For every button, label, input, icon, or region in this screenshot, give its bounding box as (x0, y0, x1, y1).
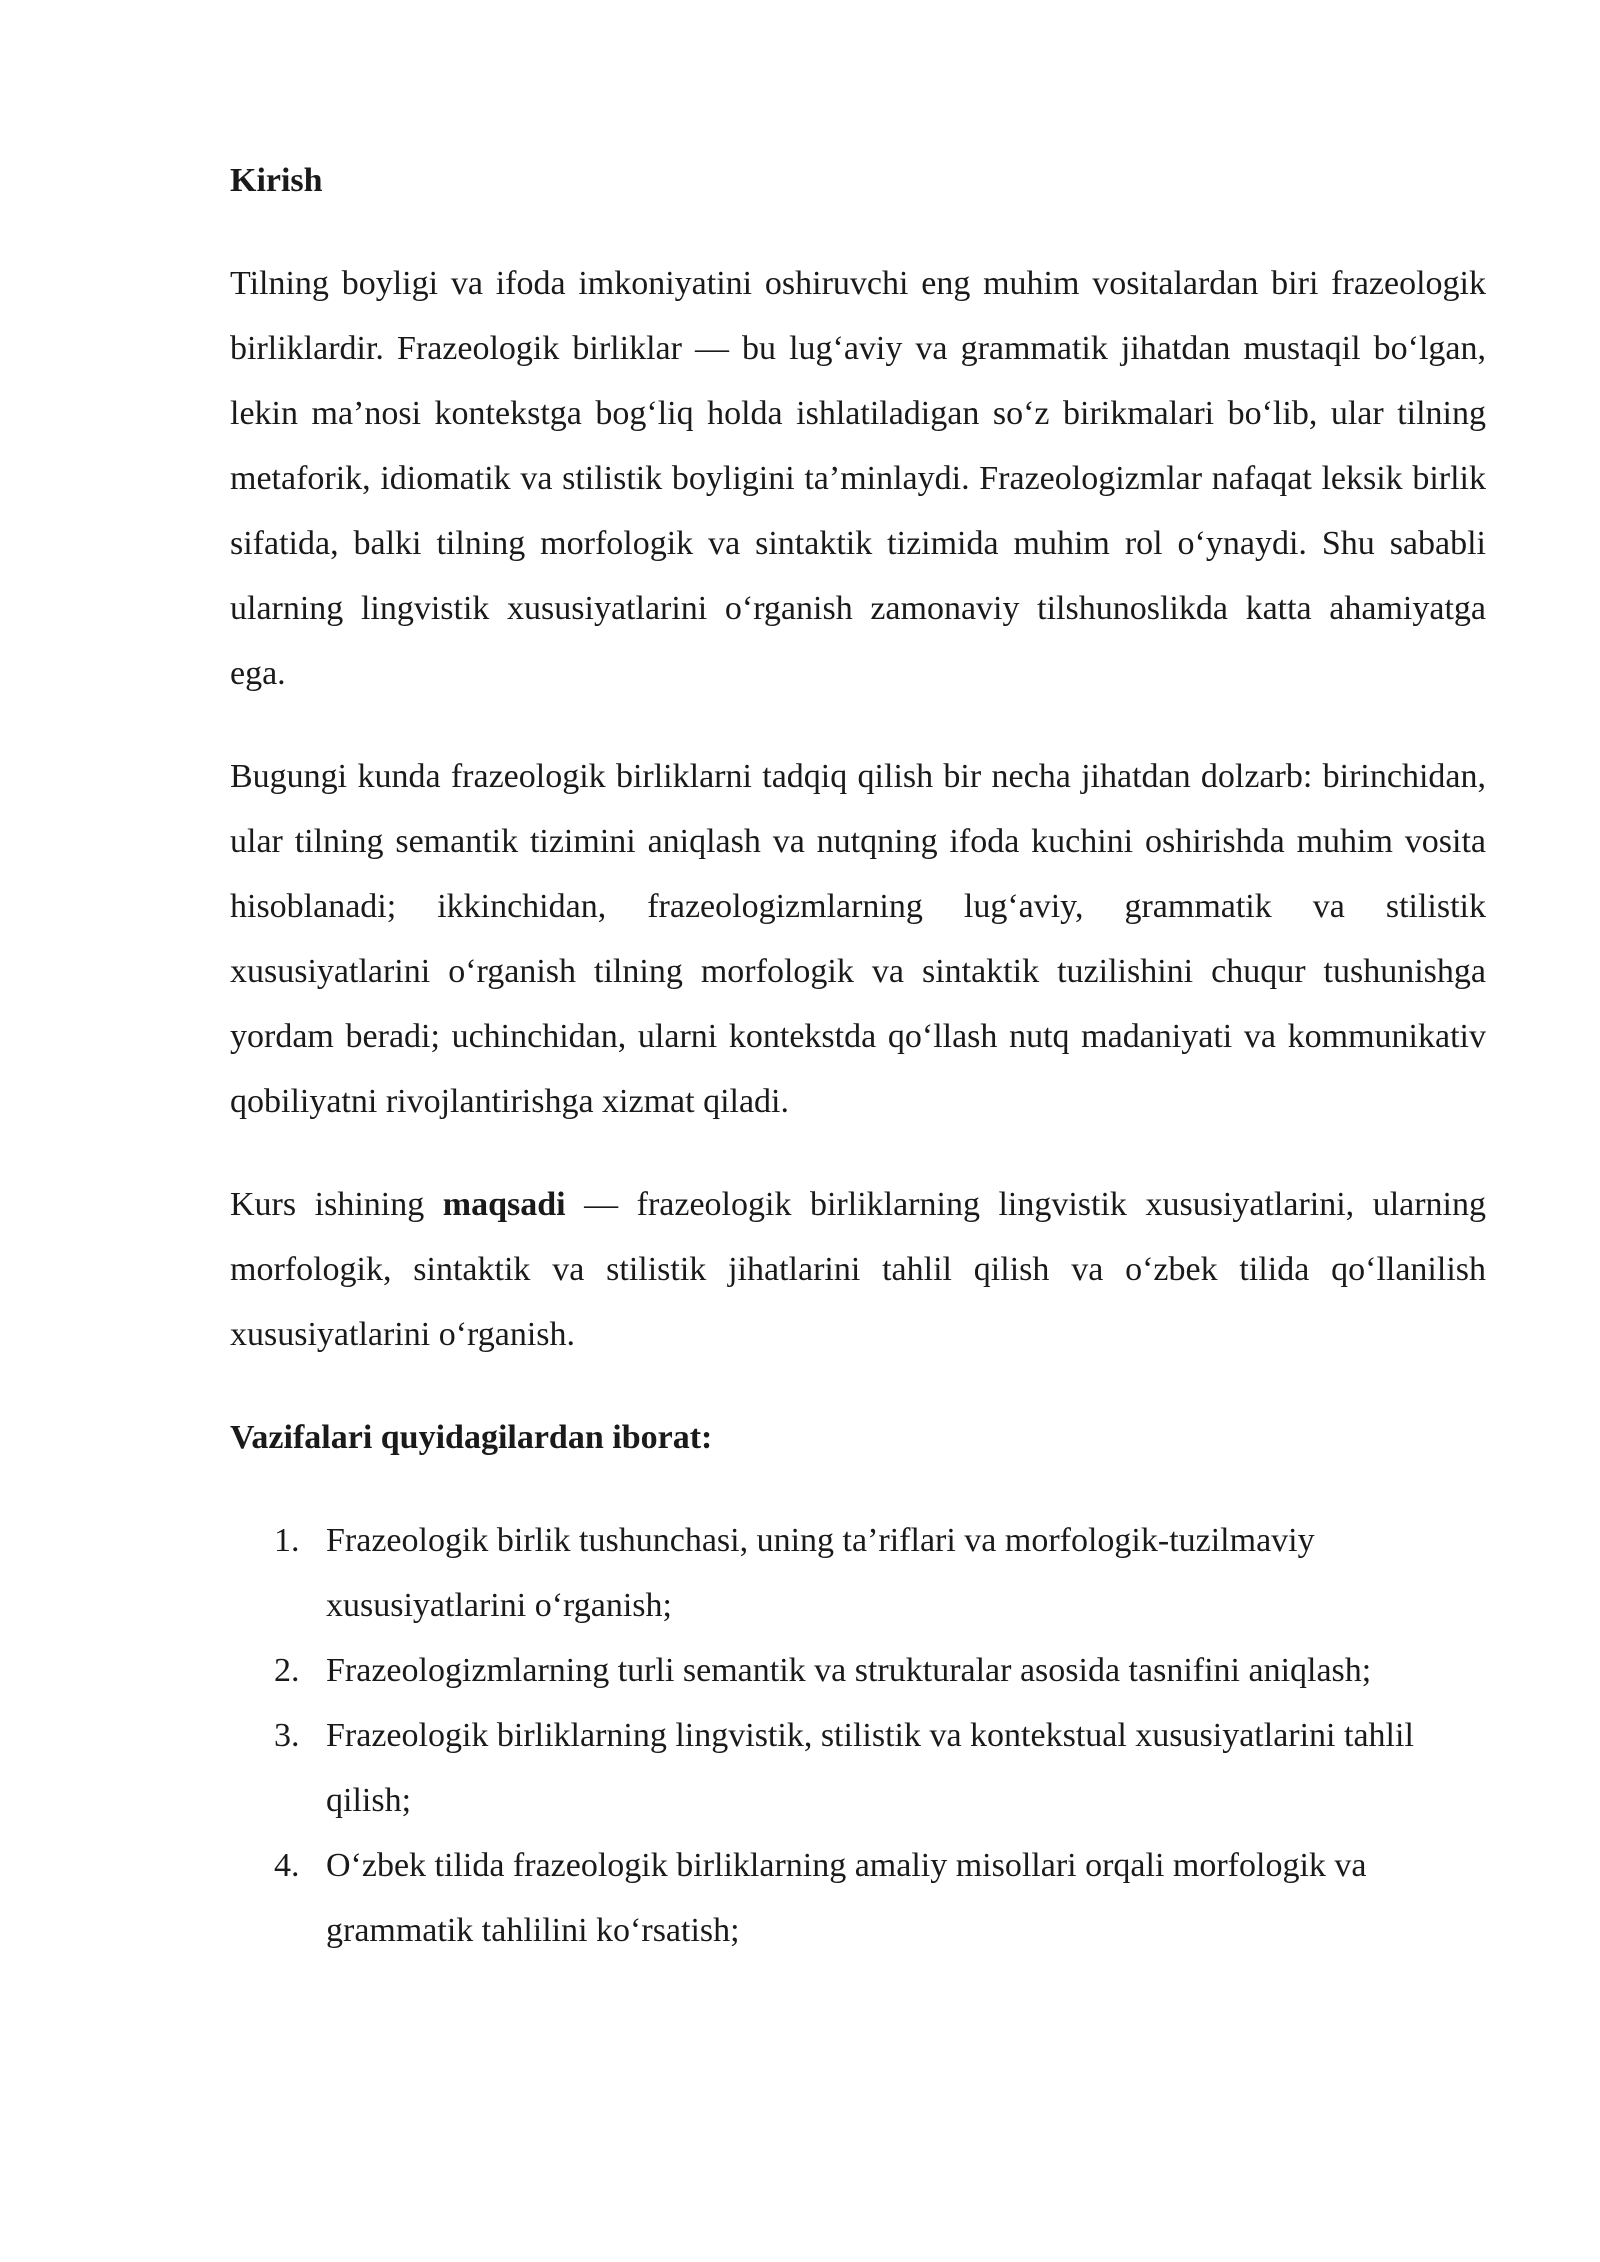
list-item (230, 1508, 1486, 1638)
tasks-list (230, 1508, 1486, 1963)
goal-bold-term: maqsadi (442, 1186, 566, 1223)
list-item (230, 1833, 1486, 1963)
paragraph-intro: Tilning boyligi va ifoda imkoniyatini oshiruvchi eng muhim vositalardan biri frazeologik birliklardir. Frazeologik birliklar — bu lug‘aviy va grammatik jihatdan mustaqil bo‘lgan, lekin ma’nosi kontekstga bog‘liq holda ishlatiladigan so‘z birikmalari bo‘lib, ular tilning metaforik, idiomatik va stilistik boyligini ta’minlaydi. Frazeologizmlar nafaqat leksik birlik sifatida, balki tilning morfologik va sintaktik tizimida muhim rol o‘ynaydi. Shu sababli ularning lingvistik xususiyatlarini o‘rganish zamonaviy tilshunoslikda katta ahamiyatga ega. (230, 265, 1486, 692)
section-heading: Kirish (230, 162, 323, 199)
list-item (230, 1638, 1486, 1703)
list-item-text: Frazeologik birlik tushunchasi, uning ta’riflari va morfologik-tuzilmaviy xususiyatlarini o‘rganish; (326, 1522, 1315, 1624)
list-item-text: Frazeologik birliklarning lingvistik, stilistik va kontekstual xususiyatlarini tahlil qilish; (326, 1717, 1414, 1819)
tasks-heading: Vazifalari quyidagilardan iborat: (230, 1419, 713, 1456)
paragraph-relevance: Bugungi kunda frazeologik birliklarni tadqiq qilish bir necha jihatdan dolzarb: birinchidan, ular tilning semantik tizimini aniqlash va nutqning ifoda kuchini oshirishda muhim vosita hisoblanadi; ikkinchidan, frazeologizmlarning lug‘aviy, grammatik va stilistik xususiyatlarini o‘rganish tilning morfologik va sintaktik tuzilishini chuqur tushunishga yordam beradi; uchinchidan, ularni kontekstda qo‘llash nutq madaniyati va kommunikativ qobiliyatni rivojlantirishga xizmat qiladi. (230, 758, 1486, 1120)
list-item-number: 1. (274, 1522, 300, 1559)
list-item-number: 2. (274, 1652, 300, 1689)
page-content (230, 148, 1486, 1963)
list-item-text: Frazeologizmlarning turli semantik va strukturalar asosida tasnifini aniqlash; (326, 1652, 1372, 1689)
list-item-number: 3. (274, 1717, 300, 1754)
list-item-text: O‘zbek tilida frazeologik birliklarning amaliy misollari orqali morfologik va grammatik tahlilini ko‘rsatish; (326, 1847, 1367, 1949)
goal-lead-text: Kurs ishining (230, 1186, 443, 1223)
list-item-number: 4. (274, 1847, 300, 1884)
paragraph-goal (230, 1172, 1486, 1367)
list-item (230, 1703, 1486, 1833)
goal-rest-text: — frazeologik birliklarning lingvistik xususiyatlarini, ularning morfologik, sintaktik va stilistik jihatlarini tahlil qilish va o‘zbek tilida qo‘llanilish xususiyatlarini o‘rganish. (230, 1186, 1486, 1353)
